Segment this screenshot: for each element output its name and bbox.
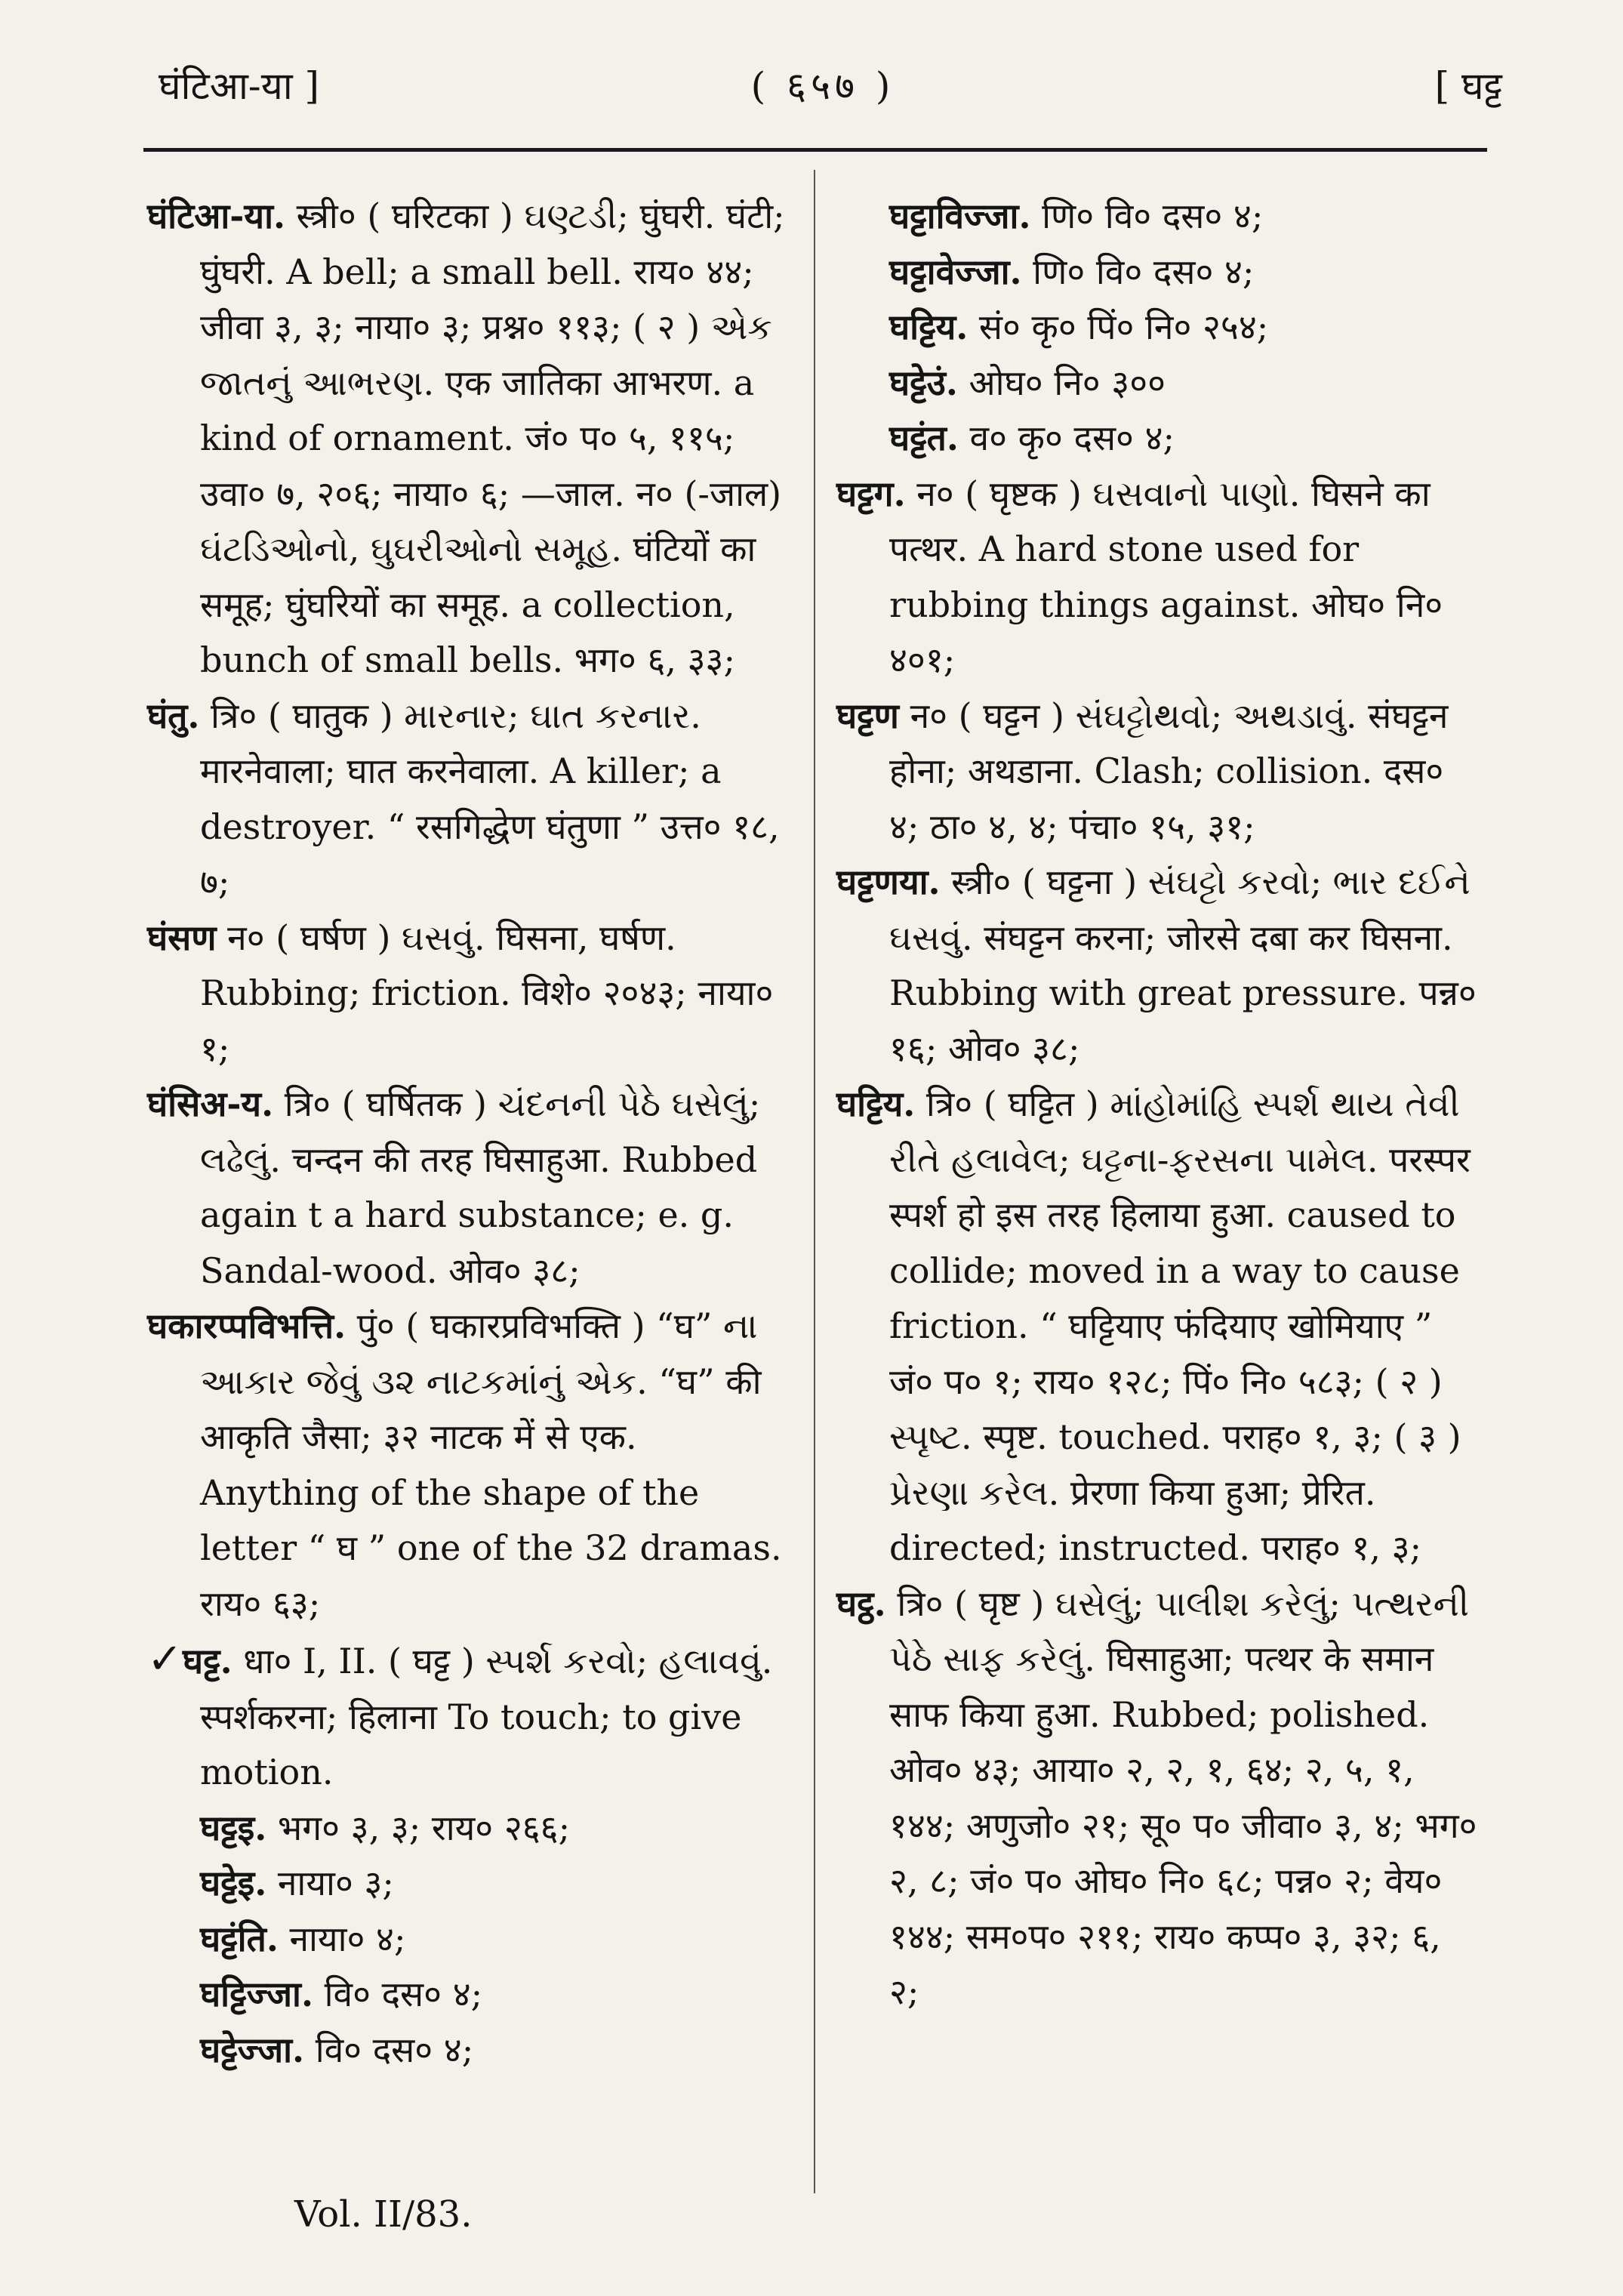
form-head: घट्टंत. bbox=[889, 418, 959, 458]
right-column bbox=[836, 189, 1478, 2020]
dictionary-entry bbox=[147, 1632, 789, 1801]
headword: घंटिआ-या. bbox=[147, 196, 285, 236]
page-number: ( ६५७ ) bbox=[750, 64, 895, 108]
headword: घट्टग. bbox=[836, 473, 906, 514]
dictionary-entry bbox=[147, 911, 789, 1077]
entry-text: त्रि० ( घट्टित ) માંહોમાંહિ સ્પર્શ થાય તેવી રીતે હલાવેલ; ઘટ્ટના-ફરસના પામેલ. परस्पर स्पर्श हो इस तरह हिलाया हुआ. caused to collide; moved in a way to cause friction. “ घट्टियाए फंदियाए खोमियाए ” जं० प० १; राय० १२८; पिं० नि० ५८३; ( २ ) સ્પૃષ્ટ. स्पृष्ट. touched. पराह० १, ३; ( ३ ) પ્રેરણા કરેલ. प्रेरणा किया हुआ; प्रेरित. directed; instructed. पराह० १, ३; bbox=[889, 1083, 1471, 1568]
verb-form bbox=[836, 245, 1478, 300]
form-head: घट्टइ. bbox=[200, 1807, 267, 1848]
headword: घकारप्पविभत्ति. bbox=[147, 1305, 346, 1346]
form-text: णि० वि० दस० ४; bbox=[1033, 251, 1255, 292]
headword: घट्टिय. bbox=[836, 1083, 916, 1124]
form-text: णि० वि० दस० ४; bbox=[1042, 196, 1264, 236]
form-text: वि० दस० ४; bbox=[324, 1974, 483, 2014]
form-text: नाया० ३; bbox=[277, 1863, 394, 1903]
form-head: घट्टेइ. bbox=[200, 1863, 267, 1903]
form-head: घट्टाविज्जा. bbox=[889, 196, 1031, 236]
check-mark-icon: ✓ bbox=[147, 1635, 183, 1684]
headword: घट्ट. bbox=[182, 1641, 233, 1681]
volume-footer: Vol. II/83. bbox=[294, 2193, 473, 2236]
page-header bbox=[143, 45, 1502, 113]
header-left-guide-word: घंटिआ-या ] bbox=[159, 64, 320, 108]
verb-form bbox=[836, 300, 1478, 356]
entry-text: न० ( घर्षण ) ઘસવું. घिसना, घर्षण. Rubbing; friction. विशे० २०४३; नाया० १; bbox=[200, 917, 774, 1069]
headword: घंसण bbox=[147, 917, 217, 958]
dictionary-entry bbox=[147, 1077, 789, 1299]
headword: घट्ठ. bbox=[836, 1583, 886, 1624]
headword: घट्टण bbox=[836, 695, 899, 736]
verb-form bbox=[836, 356, 1478, 411]
form-text: व० कृ० दस० ४; bbox=[969, 418, 1175, 458]
form-head: घट्टिय. bbox=[889, 307, 969, 347]
form-text: ओघ० नि० ३०० bbox=[969, 362, 1166, 403]
entry-text: स्त्री० ( घट्टना ) સંઘટ્ટો કરવો; ભાર દઈને ઘસવું. संघट्टन करना; जोरसे दबा कर घिसना. Rubbing with great pressure. पन्न० १६; ओव० ३८; bbox=[889, 861, 1477, 1069]
dictionary-entry bbox=[836, 855, 1478, 1077]
verb-form bbox=[147, 1856, 789, 1912]
form-head: घट्टिज्जा. bbox=[200, 1974, 313, 2014]
dictionary-entry bbox=[836, 689, 1478, 855]
dictionary-entry bbox=[147, 1299, 789, 1632]
dictionary-entry bbox=[147, 689, 789, 911]
entry-text: धा० I, II. ( घट्ट ) સ્પર્શ કરવો; હલાવવું. स्पर्शकरना; हिलाना To touch; to give motion. bbox=[200, 1641, 773, 1792]
form-head: घट्टेउं. bbox=[889, 362, 958, 403]
headword: घंसिअ-य. bbox=[147, 1083, 274, 1124]
headword: घंतु. bbox=[147, 695, 200, 736]
dictionary-entry bbox=[836, 1077, 1478, 1576]
entry-text: त्रि० ( घर्षितक ) ચંદનની પેઠે ઘસેલું; લઢેલું. चन्दन की तरह घिसाहुआ. Rubbed again t a hard substance; e. g. Sandal-wood. ओव० ३८; bbox=[200, 1083, 761, 1291]
dictionary-entry bbox=[836, 1576, 1478, 2020]
verb-form bbox=[147, 1801, 789, 1857]
entry-text: न० ( घृष्टक ) ઘસવાનો પાણો. घिसने का पत्थर. A hard stone used for rubbing things against. ओघ० नि० ४०१; bbox=[889, 473, 1443, 680]
header-right-guide-word: [ घट्ट bbox=[1434, 64, 1502, 108]
form-text: भग० ३, ३; राय० २६६; bbox=[277, 1807, 571, 1848]
form-head: घट्टंति. bbox=[200, 1918, 279, 1959]
verb-form bbox=[147, 2023, 789, 2079]
entry-text: त्रि० ( घृष्ट ) ઘસેલું; પાલીશ કરેલું; પત્થરની પેઠે સાફ કરેલું. घिसाहुआ; पत्थर के समान साफ किया हुआ. Rubbed; polished. ओव० ४३; आया० २, २, १, ६४; २, ५, १, १४४; अणुजो० २१; सू० प० जीवा० ३, ४; भग० २, ८; जं० प० ओघ० नि० ६८; पन्न० २; वेय० १४४; सम०प० २११; राय० कप्प० ३, ३२; ६, २; bbox=[889, 1583, 1477, 2012]
entry-text: स्त्री० ( घरिटका ) ઘણ્ટડી; घुंघरी. घंटी; घुंघरी. A bell; a small bell. राय० ४४; जीवा ३, ३; नाया० ३; प्रश्न० ११३; ( २ ) એક જાતનું આભરણ. एक जातिका आभरण. a kind of ornament. जं० प० ५, ११५; उवा० ७, २०६; नाया० ६; —जाल. न० (-जाल) ઘંટડિઓનો, ઘુઘરીઓનો સમૂહ. घंटियों का समूह; घुंघरियों का समूह. a collection, bunch of small bells. भग० ६, ३३; bbox=[200, 196, 785, 680]
entry-text: त्रि० ( घातुक ) મારનાર; ઘાત કરનાર. मारनेवाला; घात करनेवाला. A killer; a destroyer. “ रसगिद्धेण घंतुणा ” उत्त० १८, ७; bbox=[200, 695, 780, 902]
form-head: घट्टावेज्जा. bbox=[889, 251, 1022, 292]
form-text: वि० दस० ४; bbox=[315, 2029, 474, 2070]
form-head: घट्टेज्जा. bbox=[200, 2029, 305, 2070]
verb-form bbox=[147, 1912, 789, 1968]
form-text: नाया० ४; bbox=[289, 1918, 406, 1959]
column-divider bbox=[814, 170, 815, 2193]
left-column bbox=[147, 189, 789, 2078]
header-rule bbox=[143, 148, 1487, 152]
entry-text: न० ( घट्टन ) સંઘટ્ટોથવો; અથડાવું. संघट्टन होना; अथडाना. Clash; collision. दस० ४; ठा० ४, ४; पंचा० १५, ३१; bbox=[889, 695, 1449, 847]
verb-form bbox=[836, 189, 1478, 245]
verb-form bbox=[147, 1967, 789, 2023]
headword: घट्टणया. bbox=[836, 861, 941, 902]
dictionary-entry bbox=[147, 189, 789, 689]
verb-form bbox=[836, 411, 1478, 467]
dictionary-entry bbox=[836, 467, 1478, 689]
entry-text: पुं० ( घकारप्रविभक्ति ) “घ” ના આકાર જેવું ૩૨ નાટકમાંનું એક. “घ” की आकृति जैसा; ३२ नाटक में से एक. Anything of the shape of the letter “ घ ” one of the 32 dramas. राय० ६३; bbox=[200, 1305, 782, 1624]
form-text: सं० कृ० पिं० नि० २५४; bbox=[978, 307, 1269, 347]
